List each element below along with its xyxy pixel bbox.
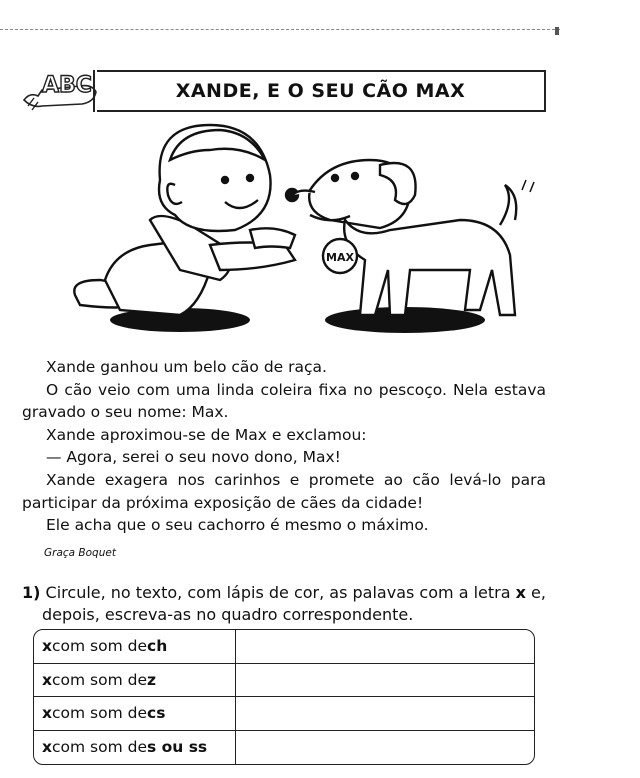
question-number: 1) [22, 583, 41, 602]
author-credit: Graça Boquet [44, 547, 116, 559]
letter-x: x [42, 637, 52, 656]
story-paragraph: — Agora, serei o seu novo dono, Max! [46, 448, 341, 467]
boy-drawing [74, 125, 295, 315]
story-paragraph: Xande aproximou-se de Max e exclamou: [46, 425, 367, 444]
question-text-b: e, [525, 583, 546, 602]
abc-logo-icon [20, 62, 100, 116]
letter-x: x [42, 704, 52, 723]
label-mid: com som de [52, 704, 147, 723]
label-mid: com som de [52, 637, 147, 656]
question-text-c: depois, escreva-as no quadro correspondente. [42, 605, 414, 624]
table-row [34, 630, 534, 664]
boy-and-dog-illustration [60, 120, 560, 345]
letter-x: x [42, 738, 52, 757]
sound-label: s ou ss [147, 738, 208, 757]
row-label [34, 697, 236, 730]
sound-label: cs [147, 704, 166, 723]
page-title: XANDE, E O SEU CÃO MAX [175, 80, 466, 102]
letter-x: x [42, 670, 52, 689]
answer-cell[interactable] [236, 630, 534, 663]
table-row [34, 697, 534, 731]
story-text [22, 356, 546, 537]
sound-label: z [147, 670, 157, 689]
answer-cell[interactable] [236, 664, 534, 697]
row-label [34, 731, 236, 765]
label-mid: com som de [52, 670, 147, 689]
answer-table [33, 629, 535, 765]
title-banner [97, 70, 546, 112]
corner-mark [555, 27, 559, 35]
label-mid: com som de [52, 738, 147, 757]
table-row [34, 731, 534, 765]
answer-cell[interactable] [236, 697, 534, 730]
table-row [34, 664, 534, 698]
logo-text: ABC [42, 73, 92, 98]
sound-label: ch [147, 637, 168, 656]
dog-tag-text: MAX [326, 251, 354, 264]
story-paragraph: Xande ganhou um belo cão de raça. [46, 358, 327, 376]
question-1 [22, 582, 548, 626]
dashed-cut-line [0, 29, 560, 30]
question-text-a: Circule, no texto, com lápis de cor, as palavas com a letra [45, 583, 516, 602]
row-label [34, 630, 236, 663]
story-paragraph: O cão veio com uma linda coleira fixa no pescoço. Nela estava gravado o seu nome: Max. [22, 380, 546, 422]
question-letter: x [515, 583, 526, 602]
dog-drawing [286, 160, 516, 315]
story-paragraph: Xande exagera nos carinhos e promete ao cão levá-lo para participar da próxima exposição de cães da cidade! [22, 470, 546, 512]
answer-cell[interactable] [236, 731, 534, 765]
story-paragraph: Ele acha que o seu cachorro é mesmo o máximo. [46, 516, 429, 535]
row-label [34, 664, 236, 697]
